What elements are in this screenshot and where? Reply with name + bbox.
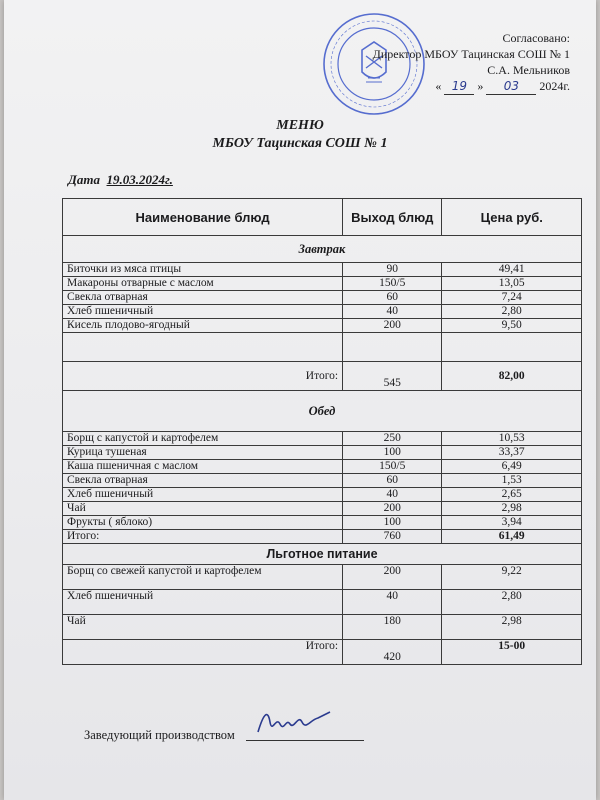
page-subtitle: МБОУ Тацинская СОШ № 1 (212, 136, 388, 151)
benefit-total-row (63, 640, 582, 665)
table-row: Свекла отварная 60 1,53 (63, 474, 582, 488)
signature-icon (254, 702, 334, 742)
table-row: Чай 200 2,98 (63, 502, 582, 516)
header-price: Цена руб. (442, 199, 582, 236)
footer-label: Заведующий производством (84, 728, 235, 742)
date-label: Дата (68, 172, 100, 187)
breakfast-total-row (63, 362, 582, 391)
approval-year: 2024г. (539, 79, 570, 93)
total-label: Итого: (63, 640, 343, 665)
table-row: Хлеб пшеничный 40 2,65 (63, 488, 582, 502)
header-dish: Наименование блюд (63, 199, 343, 236)
menu-date (68, 172, 173, 188)
table-row: Свекла отварная 60 7,24 (63, 291, 582, 305)
table-row: Фрукты ( яблоко) 100 3,94 (63, 516, 582, 530)
table-row: Борщ с капустой и картофелем 250 10,53 (63, 432, 582, 446)
total-output: 420 (343, 640, 442, 665)
total-price: 82,00 (442, 362, 582, 391)
page-title: МЕНЮ (276, 118, 324, 133)
table-row: Хлеб пшеничный 40 2,80 (63, 590, 582, 615)
menu-table (62, 198, 582, 665)
approval-day: 19 (444, 78, 474, 95)
total-label: Итого: (63, 362, 343, 391)
approval-name: С.А. Мельников (487, 63, 570, 77)
table-row: Чай 180 2,98 (63, 615, 582, 640)
approval-heading: Согласовано: (502, 31, 570, 45)
empty-row (63, 333, 582, 362)
section-breakfast: Завтрак (63, 236, 582, 263)
table-row: Каша пшеничная с маслом 150/5 6,49 (63, 460, 582, 474)
lunch-total-row (63, 530, 582, 544)
total-price: 61,49 (442, 530, 582, 544)
approval-month: 03 (486, 78, 536, 95)
table-row: Борщ со свежей капустой и картофелем 200 9,22 (63, 565, 582, 590)
approval-date: « 19 » 03 2024г. (435, 79, 570, 93)
table-header-row (63, 199, 582, 236)
total-price: 15-00 (442, 640, 582, 665)
approval-director: Директор МБОУ Тацинская СОШ № 1 (372, 47, 570, 61)
date-value: 19.03.2024г. (106, 172, 173, 187)
menu-sheet (4, 0, 596, 800)
table-row: Хлеб пшеничный 40 2,80 (63, 305, 582, 319)
table-row: Курица тушеная 100 33,37 (63, 446, 582, 460)
total-output: 760 (343, 530, 442, 544)
header-output: Выход блюд (343, 199, 442, 236)
section-lunch: Обед (63, 391, 582, 432)
table-row: Кисель плодово-ягодный 200 9,50 (63, 319, 582, 333)
approval-block (330, 30, 570, 95)
table-row: Биточки из мяса птицы 90 49,41 (63, 263, 582, 277)
section-benefit: Льготное питание (63, 544, 582, 565)
table-row: Макароны отварные с маслом 150/5 13,05 (63, 277, 582, 291)
total-output: 545 (343, 362, 442, 391)
total-label: Итого: (63, 530, 343, 544)
